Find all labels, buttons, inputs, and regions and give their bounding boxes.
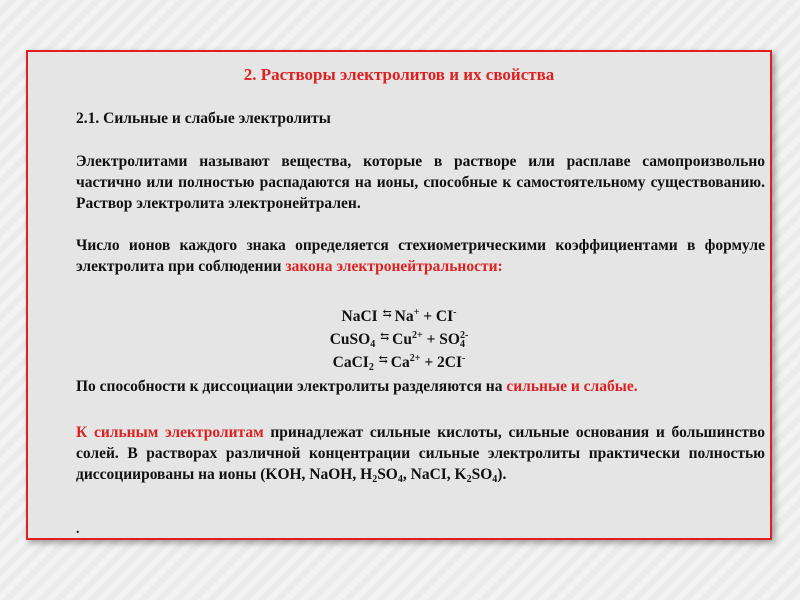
eq3-plus: + bbox=[424, 354, 434, 371]
trailing-dot: . bbox=[76, 522, 80, 537]
h2so4-sub-4: 4 bbox=[397, 474, 403, 485]
paragraph-ion-count-text: Число ионов каждого знака определяется стехиометрическими коэффициентами в формуле электролита при соблюдении bbox=[76, 237, 765, 275]
eq2-ion2: SO bbox=[439, 331, 460, 348]
eq2-left-sub: 4 bbox=[370, 339, 376, 350]
section-subtitle: 2.1. Сильные и слабые электролиты bbox=[76, 110, 331, 127]
law-link-text: закона электронейтральности: bbox=[285, 258, 503, 275]
eq3-ion2-charge: - bbox=[462, 353, 466, 364]
eq1-ion2: CI bbox=[435, 308, 454, 325]
eq2-ion1: Cu bbox=[392, 331, 412, 348]
eq2-plus: + bbox=[426, 331, 436, 348]
eq1-left: NaCI bbox=[341, 308, 378, 325]
eq2-ion2-sub: 4 bbox=[459, 339, 465, 350]
slide-content-box bbox=[26, 50, 772, 540]
eq3-left-sub: 2 bbox=[368, 362, 374, 373]
eq2-ion1-charge: 2+ bbox=[411, 330, 423, 341]
equation-nacl bbox=[28, 302, 770, 327]
paragraph-strong-text: принадлежат сильные кислоты, сильные основания и большинство солей. В растворах различной концентрации сильные электролиты практически полностью диссоциированы на ионы (KOH, NaOH, H bbox=[76, 424, 765, 483]
h2so4-so: SO bbox=[377, 466, 398, 483]
strong-weak-text: сильные и слабые. bbox=[506, 378, 638, 395]
eq1-ion1: Na bbox=[394, 308, 414, 325]
h2so4-sub-2: 2 bbox=[372, 474, 378, 485]
paragraph-strong-electrolytes bbox=[76, 422, 765, 490]
slide-title: 2. Растворы электролитов и их свойства bbox=[243, 65, 555, 84]
paragraph-ion-count bbox=[76, 235, 765, 277]
formula-mid: , NaCI, K bbox=[402, 466, 467, 483]
paragraph-definition bbox=[76, 151, 765, 214]
k2so4-so: SO bbox=[471, 466, 493, 483]
eq2-ion2-charge: 2- bbox=[459, 330, 469, 341]
k2so4-sub-4: 4 bbox=[492, 474, 498, 485]
formula-end: ). bbox=[497, 466, 507, 483]
paragraph-definition-text: Электролитами называют вещества, которые в растворе или расплаве самопроизвольно частично или полностью распадаются на ионы, способные к самостоятельному существованию. Раствор электролита электронейтрален. bbox=[76, 153, 765, 212]
eq3-ion2: 2CI bbox=[437, 354, 463, 371]
paragraph-classification bbox=[76, 376, 765, 397]
eq1-ion1-charge: + bbox=[413, 307, 420, 318]
equation-cacl2 bbox=[28, 348, 770, 378]
eq3-ion1-charge: 2+ bbox=[409, 353, 421, 364]
eq1-ion2-charge: - bbox=[453, 307, 457, 318]
eq2-left: CuSO bbox=[329, 331, 371, 348]
eq3-left: CaCI bbox=[332, 354, 369, 371]
paragraph-classification-text: По способности к диссоциации электролиты разделяются на bbox=[76, 378, 507, 395]
equilibrium-arrow-icon: ⇆ bbox=[378, 354, 386, 366]
equilibrium-arrow-icon: ⇆ bbox=[382, 308, 390, 320]
eq3-ion1: Ca bbox=[390, 354, 410, 371]
k2so4-sub-2: 2 bbox=[466, 474, 472, 485]
equilibrium-arrow-icon: ⇆ bbox=[380, 331, 388, 343]
strong-electrolytes-term: К сильным электролитам bbox=[76, 424, 264, 441]
eq1-plus: + bbox=[423, 308, 433, 325]
